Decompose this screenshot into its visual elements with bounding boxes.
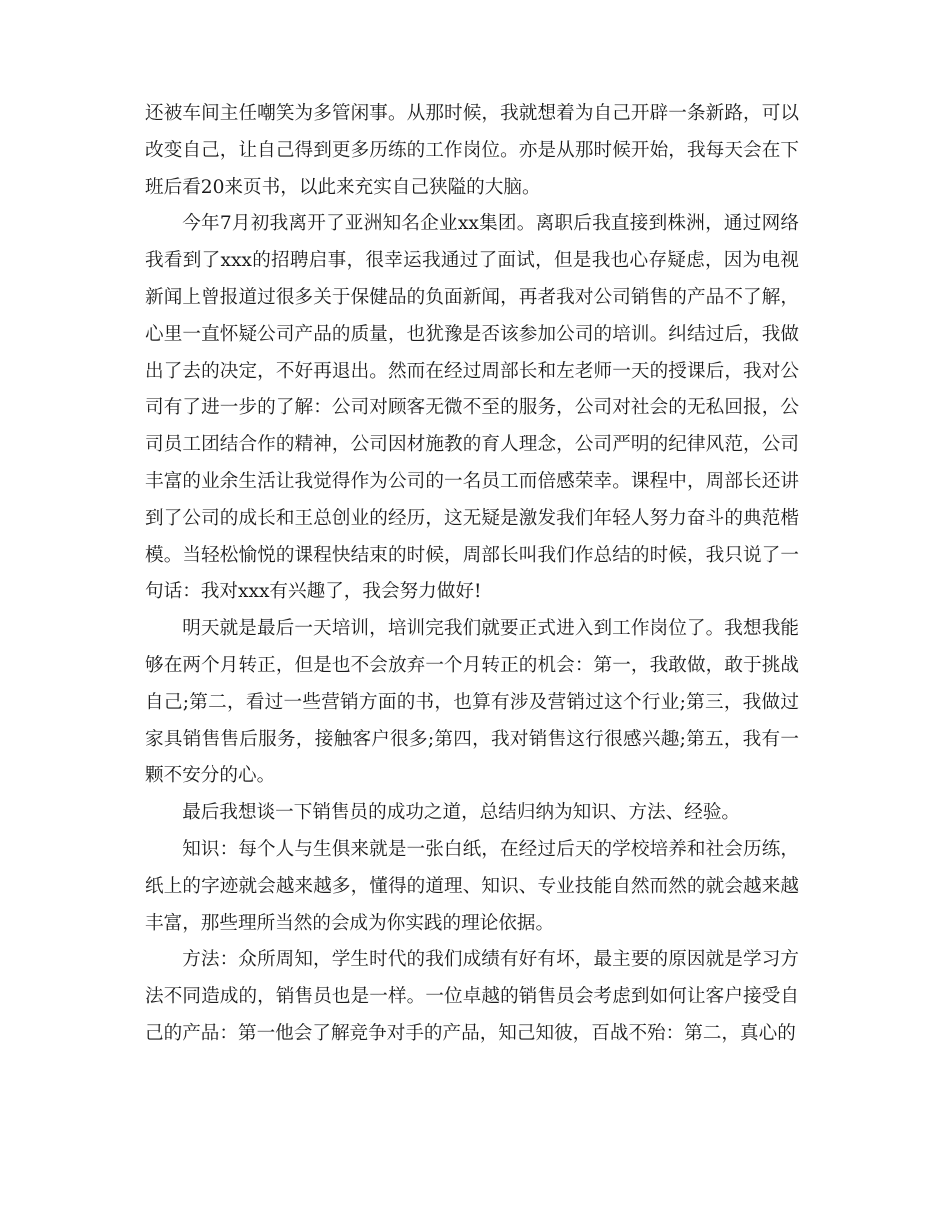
paragraph-continued: 还被车间主任嘲笑为多管闲事。从那时候，我就想着为自己开辟一条新路，可以改变自己，让自己得到更多历练的工作岗位。亦是从那时候开始，我每天会在下班后看20来页书，以此来充实自己狭隘的大脑。 xyxy=(145,103,799,198)
document-body xyxy=(145,96,799,1053)
paragraph-training: 明天就是最后一天培训，培训完我们就要正式进入到工作岗位了。我想我能够在两个月转正，但是也不会放弃一个月转正的机会：第一，我敢做，敢于挑战自己;第二，看过一些营销方面的书，也算有涉及营销过这个行业;第三，我做过家具销售售后服务，接触客户很多;第四，我对销售这行很感兴趣;第五，我有一颗不安分的心。 xyxy=(145,618,799,787)
paragraph-knowledge: 知识：每个人与生俱来就是一张白纸，在经过后天的学校培养和社会历练，纸上的字迹就会越来越多，懂得的道理、知识、专业技能自然而然的就会越来越丰富，那些理所当然的会成为你实践的理论依据。 xyxy=(145,838,799,934)
paragraph-success-intro: 最后我想谈一下销售员的成功之道，总结归纳为知识、方法、经验。 xyxy=(182,802,741,824)
paragraph-resignation: 今年7月初我离开了亚洲知名企业xx集团。离职后我直接到株洲，通过网络我看到了xxx的招聘启事，很幸运我通过了面试，但是我也心存疑虑，因为电视新闻上曾报道过很多关于保健品的负面新闻，再者我对公司销售的产品不了解，心里一直怀疑公司产品的质量，也犹豫是否该参加公司的培训。纠结过后，我做出了去的决定，不好再退出。然而在经过周部长和左老师一天的授课后，我对公司有了进一步的了解：公司对顾客无微不至的服务，公司对社会的无私回报，公司员工团结合作的精神，公司因材施教的育人理念，公司严明的纪律风范，公司丰富的业余生活让我觉得作为公司的一名员工而倍感荣幸。课程中，周部长还讲到了公司的成长和王总创业的经历，这无疑是激发我们年轻人努力奋斗的典范楷模。当轻松愉悦的课程快结束的时候，周部长叫我们作总结的时候，我只说了一句话：我对xxx有兴趣了，我会努力做好! xyxy=(145,213,799,603)
paragraph-method: 方法：众所周知，学生时代的我们成绩有好有坏，最主要的原因就是学习方法不同造成的，销售员也是一样。一位卓越的销售员会考虑到如何让客户接受自己的产品：第一他会了解竞争对手的产品，知己知彼，百战不殆：第二，真心的 xyxy=(145,949,799,1044)
